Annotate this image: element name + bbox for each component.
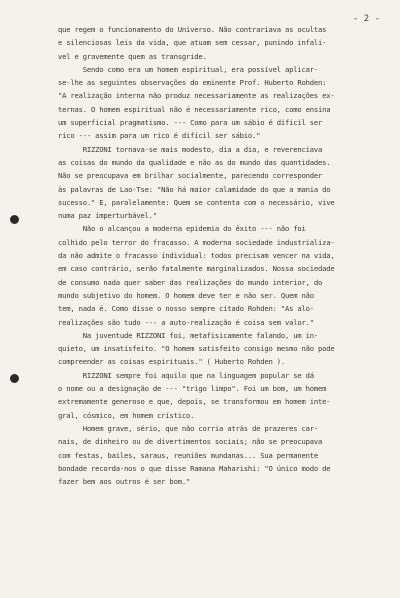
text-line: extremamente generoso e que, depois, se transformou em homem inte-: [58, 397, 331, 407]
text-line: com festas, bailes, saraus, reuniões mundanas... Sua permanente: [58, 450, 319, 460]
text-line: sucesso." E, paralelamente: Quem se contenta com o necessário, vive: [58, 197, 335, 207]
text-line: vel e gravemente quem as transgride.: [58, 51, 207, 61]
text-line: se-lhe as seguintes observações do eminente Prof. Huberto Rohden:: [58, 78, 327, 88]
text-line: rico --- assim para um rico é difícil ser sábio.": [58, 131, 261, 141]
text-line: gral, cósmico, em homem crístico.: [58, 410, 195, 420]
text-line: da não admite o fracasso individual: todos precisam vencer na vida,: [58, 251, 335, 261]
text-line: "A realização interna não produz necessariamente as realizações ex-: [58, 91, 335, 101]
text-line: Não o alcançou a moderna epidemia do êxito --- não foi: [58, 224, 306, 234]
text-line: em caso contrário, serão fatalmente marginalizados. Nossa sociedade: [58, 264, 335, 274]
page-number: - 2 -: [352, 14, 380, 24]
text-line: Homem grave, sério, que não corria atrás de prazeres car-: [58, 423, 319, 433]
text-line: às palavras de Lao-Tse: "Não há maior calamidade do que a mania do: [58, 184, 331, 194]
text-line: que regem o funcionamento do Universo. Não contrariava as ocultas: [58, 25, 327, 34]
text-line: Não se preocupava em brilhar socialmente, parecendo corresponder: [58, 171, 323, 181]
text-line: RIZZONI tornava-se mais modesto, dia a dia, e reverenciava: [58, 144, 323, 154]
text-line: nais, de dinheiro ou de divertimentos sociais; não se preocupava: [58, 437, 323, 447]
text-line: e silenciosas leis da vida, que atuam sem cessar, punindo infali-: [58, 38, 327, 48]
text-line: fazer bem aos outros é ser bom.": [58, 477, 191, 487]
text-line: compreender as coisas espirituais." ( Huberto Rohden ).: [58, 357, 285, 367]
text-line: um superficial pragmatismo. --- Como para um sábio é difícil ser: [58, 118, 323, 128]
text-line: Na juventude RIZZONI foi, metafisicamente falando, um in-: [58, 330, 319, 340]
text-line: numa paz imperturbável.": [58, 211, 158, 221]
text-line: mundo subjetivo do homem. O homem deve ter e não ser. Quem não: [58, 290, 314, 300]
text-line: de consumo nada quer saber das realizações do mundo interior, do: [58, 277, 323, 287]
text-line: RIZZONI sempre foi aquilo que na linguagem popular se dá: [58, 370, 314, 380]
binder-hole-top: [10, 215, 19, 224]
text-line: realizações são tudo --- a auto-realização é coisa sem valor.": [58, 317, 314, 327]
text-line: as coisas do mundo da qualidade e não as do mundo das quantidades.: [58, 157, 331, 167]
body-text: [58, 23, 388, 488]
binder-hole-bottom: [10, 374, 19, 383]
text-line: quieto, um insatisfeito. "O homem satisfeito consigo mesmo não pode: [58, 344, 335, 354]
text-line: bondade recorda-nos o que disse Ramana Maharishi: "O único modo de: [58, 463, 331, 473]
text-line: ternas. O homem espiritual não é necessariamente rico, como ensina: [58, 104, 331, 114]
text-line: tem, nada é. Como disse o nosso sempre citado Rohden: "As alo-: [58, 304, 314, 314]
text-line: o nome ou a designação de --- "trigo limpo". Foi um bom, um homem: [58, 384, 327, 394]
text-line: colhido pelo terror do fracasso. A moderna sociedade industrializa-: [58, 237, 335, 247]
text-line: Sendo como era um homem espiritual, era possível aplicar-: [58, 64, 319, 74]
